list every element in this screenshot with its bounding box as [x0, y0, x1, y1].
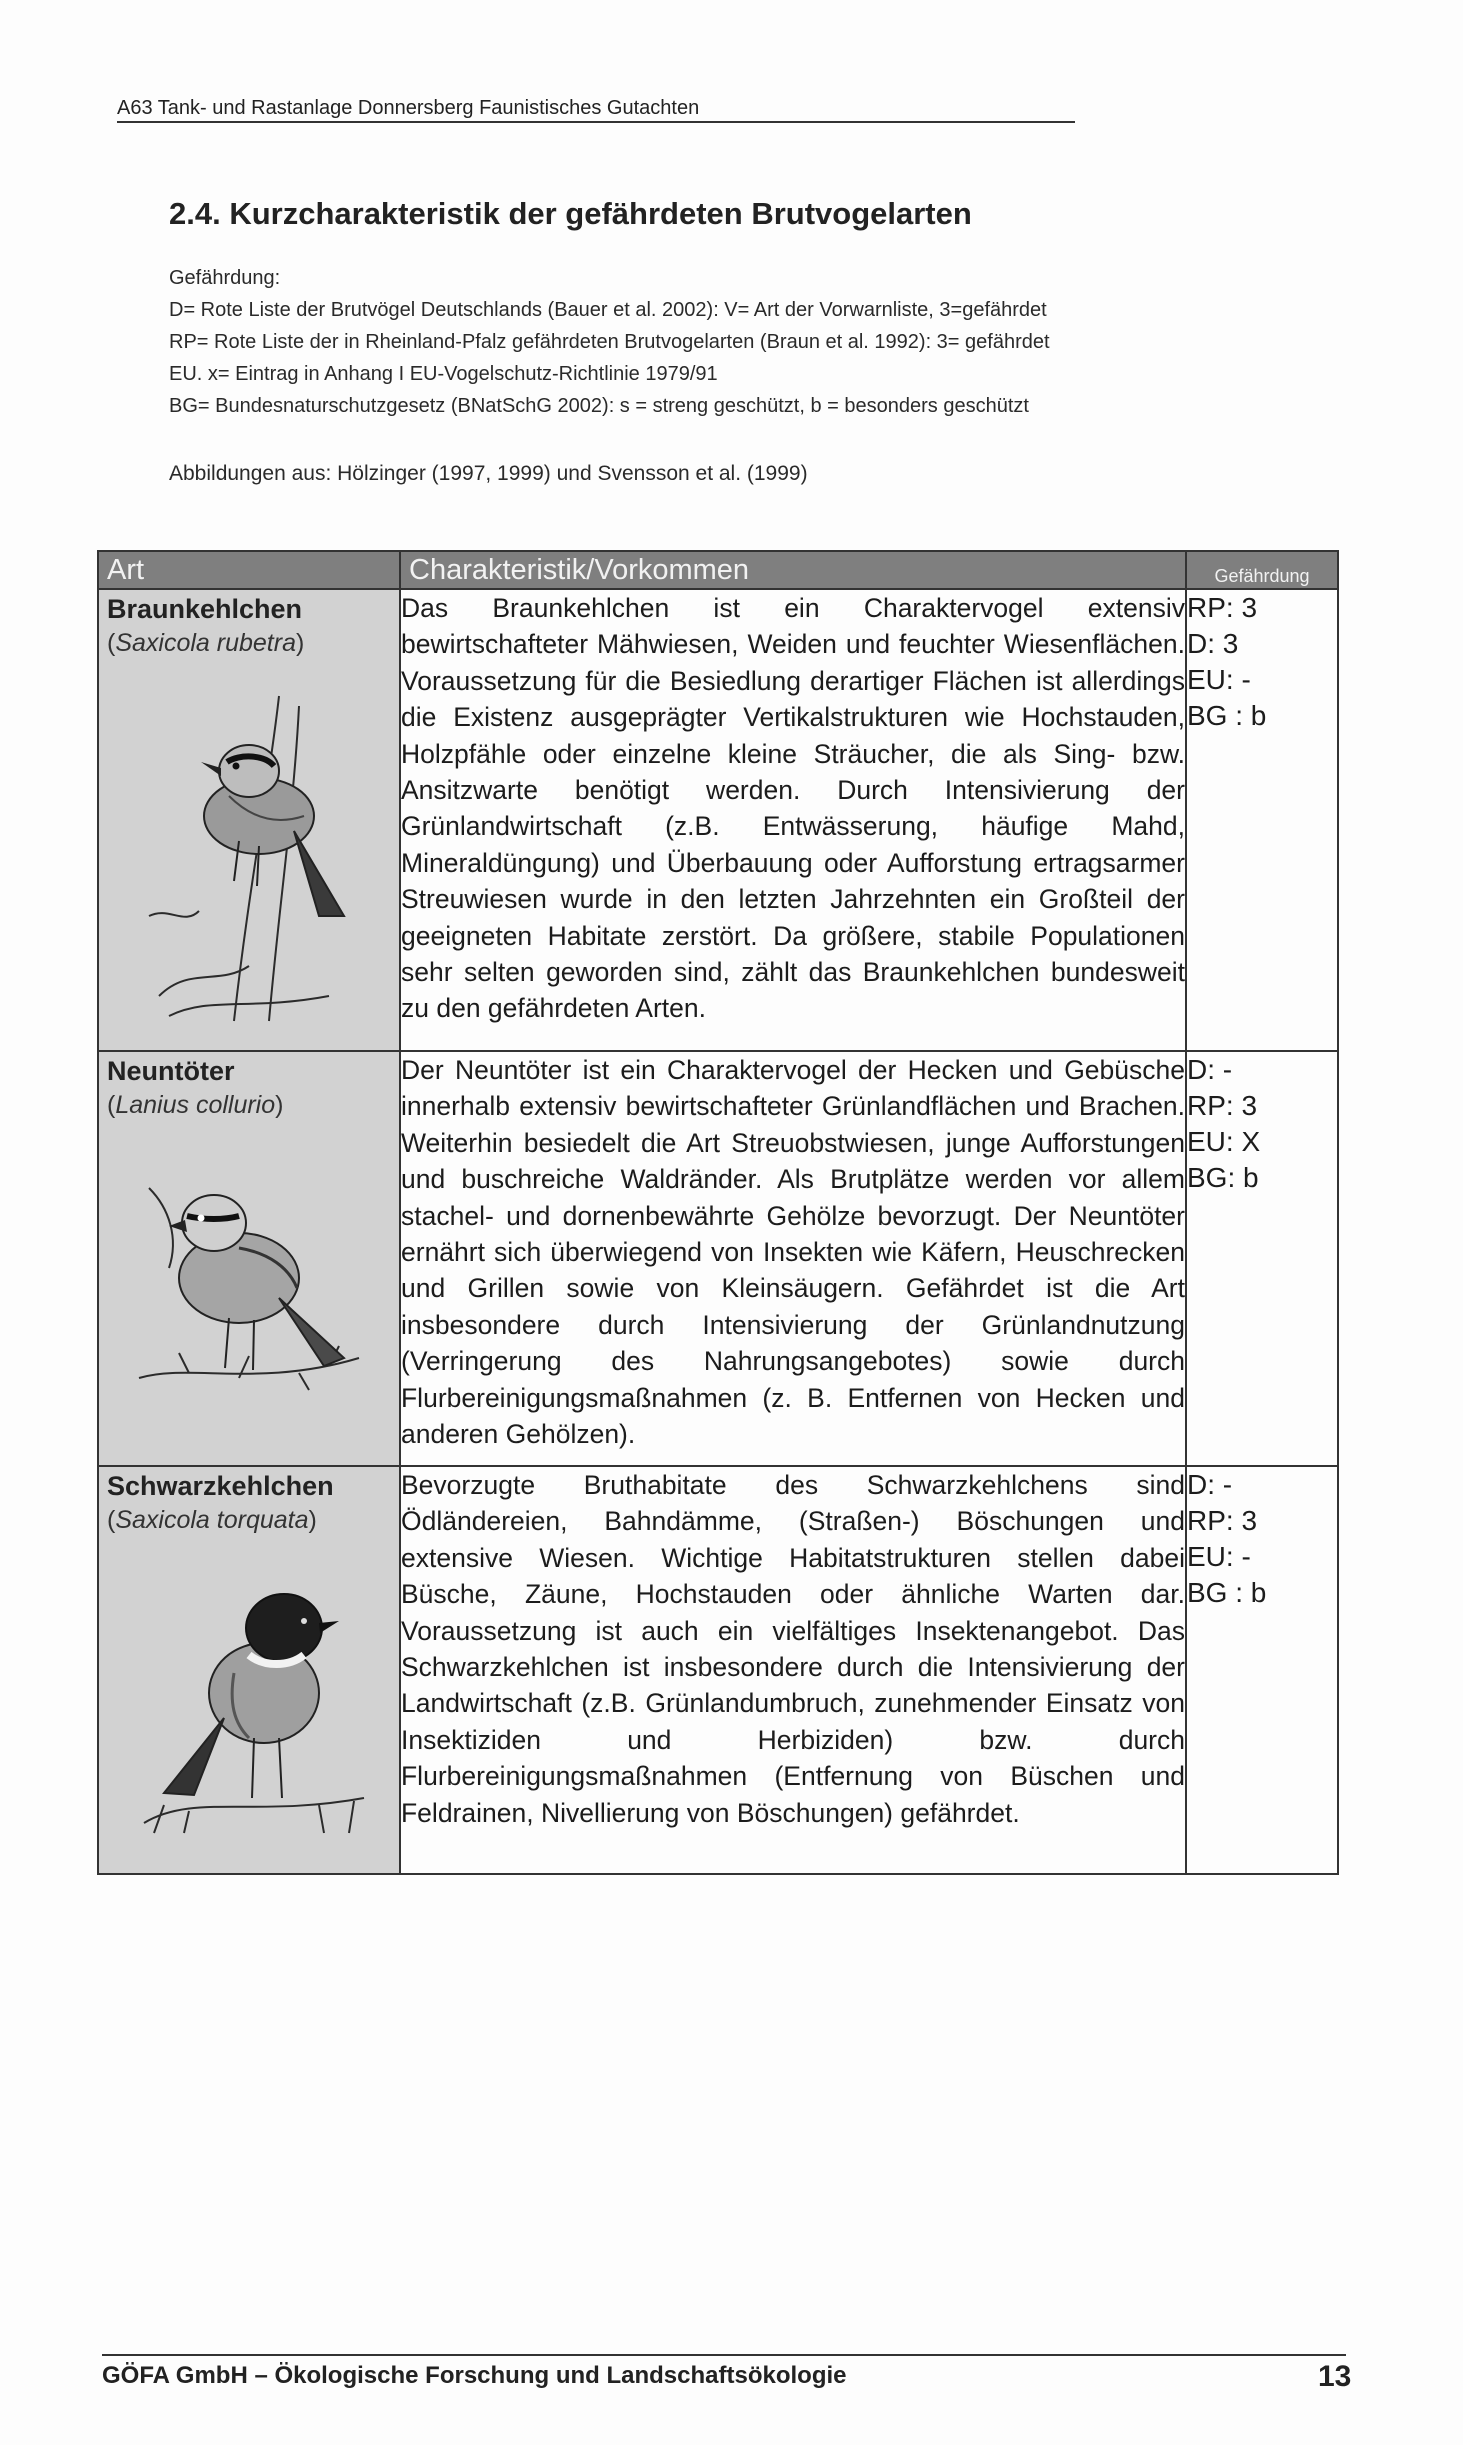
species-description: Der Neuntöter ist ein Charaktervogel der Hecken und Gebüsche innerhalb extensiv bewirtschafteter Grünlandflächen und Brachen. Weiterhin besiedelt die Art Streuobstwiesen, junge Aufforstungen und buschreiche Waldränder. Als Brutplätze werden vor allem stachel- und dornenbewährte Gehölze bevorzugt. Der Neuntöter ernährt sich überwiegend von Insekten wie Käfern, Heuschrecken und Grillen sowie von Kleinsäugern. Gefährdet ist die Art insbesondere durch Intensivierung der Grünlandnutzung (Verringerung des Nahrungsangebotes) sowie durch Flurbereinigungsmaßnahmen (z. B. Entfernen von Hecken und anderen Gehölzen).	[400, 1051, 1186, 1466]
table-row	[98, 589, 1338, 1051]
header-charakteristik: Charakteristik/Vorkommen	[400, 551, 1186, 589]
legend-line-d: D= Rote Liste der Brutvögel Deutschlands (Bauer et al. 2002): V= Art der Vorwarnliste, 3=gefährdet	[169, 299, 1047, 321]
running-header: A63 Tank- und Rastanlage Donnersberg Faunistisches Gutachten	[117, 97, 700, 119]
status-line: EU: -	[1187, 664, 1251, 695]
table-row	[98, 1051, 1338, 1466]
species-latin-name: (Saxicola rubetra)	[107, 629, 305, 657]
threat-status	[1186, 1051, 1338, 1466]
table-header-row	[98, 551, 1338, 589]
species-cell	[98, 589, 400, 1051]
legend-heading: Gefährdung:	[169, 267, 281, 289]
species-name: Neuntöter	[107, 1056, 235, 1086]
status-line: RP: 3	[1187, 1090, 1258, 1121]
threat-status	[1186, 1466, 1338, 1874]
status-line: D: -	[1187, 1054, 1233, 1085]
status-line: BG : b	[1187, 700, 1267, 731]
species-table	[97, 550, 1339, 1875]
status-line: EU: X	[1187, 1126, 1261, 1157]
footer-rule	[102, 2354, 1346, 2356]
status-line: BG: b	[1187, 1162, 1259, 1193]
status-line: EU: -	[1187, 1541, 1251, 1572]
legend	[169, 262, 1050, 422]
status-line: RP: 3	[1187, 1505, 1258, 1536]
species-description: Bevorzugte Bruthabitate des Schwarzkehlchens sind Ödländereien, Bahndämme, (Straßen-) Böschungen und extensive Wiesen. Wichtige Habitatstrukturen stellen dabei Büsche, Zäune, Hochstauden oder ähnliche Warten dar. Voraussetzung ist auch ein vielfältiges Insektenangebot. Das Schwarzkehlchen ist insbesondere durch die Intensivierung der Landwirtschaft (z.B. Grünlandumbruch, zunehmender Einsatz von Insektiziden und Herbiziden) bzw. durch Flurbereinigungsmaßnahmen (Entfernung von Büschen und Feldrainen, Nivellierung von Böschungen) gefährdet.	[400, 1466, 1186, 1874]
legend-line-rp: RP= Rote Liste der in Rheinland-Pfalz gefährdeten Brutvogelarten (Braun et al. 1992): 3= gefährdet	[169, 331, 1050, 353]
table-row	[98, 1466, 1338, 1874]
stonechat-drawing-icon	[124, 1543, 374, 1843]
status-line: D: -	[1187, 1469, 1233, 1500]
whinchat-drawing-icon	[129, 666, 369, 1026]
threat-status	[1186, 589, 1338, 1051]
species-cell	[98, 1466, 400, 1874]
species-description: Das Braunkehlchen ist ein Charaktervogel extensiv bewirtschafteter Mähwiesen, Weiden und feuchter Wiesenflächen. Voraussetzung für die Besiedlung derartiger Flächen ist allerdings die Existenz ausgeprägter Vertikalstrukturen wie Hochstauden, Holzpfähle oder einzelne kleine Sträucher, die als Sing- bzw. Ansitzwarte benötigt werden. Durch Intensivierung der Grünlandwirtschaft (z.B. Entwässerung, häufige Mahd, Mineraldüngung) und Überbauung oder Aufforstung ertragsarmer Streuwiesen wurde in den letzten Jahrzehnten ein Großteil der geeigneten Habitate zerstört. Da größere, stabile Populationen sehr selten geworden sind, zählt das Braunkehlchen bundesweit zu den gefährdeten Arten.	[400, 589, 1186, 1051]
species-latin-name: (Lanius collurio)	[107, 1091, 284, 1119]
image-source-note: Abbildungen aus: Hölzinger (1997, 1999) und Svensson et al. (1999)	[169, 462, 808, 485]
header-rule	[117, 121, 1075, 123]
legend-line-eu: EU. x= Eintrag in Anhang I EU-Vogelschutz-Richtlinie 1979/91	[169, 363, 718, 385]
species-name: Schwarzkehlchen	[107, 1471, 334, 1501]
status-line: BG : b	[1187, 1577, 1267, 1608]
legend-line-bg: BG= Bundesnaturschutzgesetz (BNatSchG 2002): s = streng geschützt, b = besonders geschützt	[169, 395, 1029, 417]
species-cell	[98, 1051, 400, 1466]
status-line: RP: 3	[1187, 592, 1258, 623]
species-name: Braunkehlchen	[107, 594, 303, 624]
status-line: D: 3	[1187, 628, 1239, 659]
header-gefaehrdung: Gefährdung	[1186, 551, 1338, 589]
header-art: Art	[98, 551, 400, 589]
footer-text: GÖFA GmbH – Ökologische Forschung und Landschaftsökologie	[102, 2362, 847, 2389]
red-backed-shrike-drawing-icon	[129, 1128, 369, 1428]
species-latin-name: (Saxicola torquata)	[107, 1506, 317, 1534]
section-title: 2.4. Kurzcharakteristik der gefährdeten Brutvogelarten	[169, 196, 972, 231]
page-number: 13	[1318, 2360, 1352, 2393]
